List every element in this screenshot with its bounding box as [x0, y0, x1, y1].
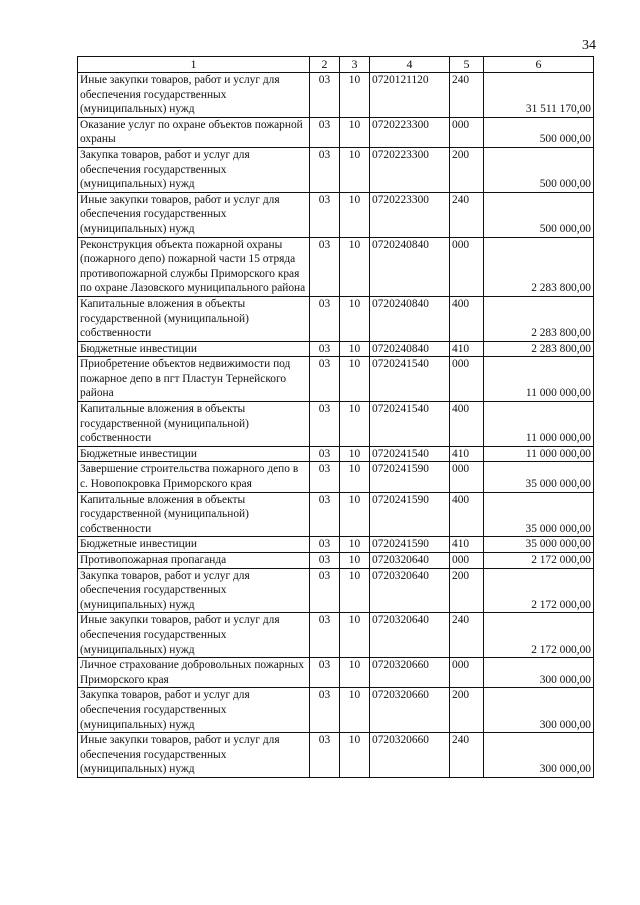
amount-cell: 2 283 800,00: [484, 341, 594, 357]
section-code-cell: 03: [310, 147, 340, 192]
section-code-cell: 03: [310, 613, 340, 658]
subsection-code-cell: 10: [340, 613, 370, 658]
header-cell: 6: [484, 57, 594, 73]
section-code-cell: 03: [310, 296, 340, 341]
subsection-code-cell: 10: [340, 117, 370, 147]
section-code-cell: 03: [310, 553, 340, 569]
target-article-code-cell: 0720240840: [370, 296, 450, 341]
section-code-cell: 03: [310, 537, 340, 553]
section-code-cell: 03: [310, 402, 340, 447]
expense-type-code-cell: 410: [450, 341, 484, 357]
expense-type-code-cell: 000: [450, 237, 484, 296]
section-code-cell: 03: [310, 357, 340, 402]
expense-type-code-cell: 240: [450, 733, 484, 778]
amount-cell: 11 000 000,00: [484, 446, 594, 462]
section-code-cell: 03: [310, 462, 340, 492]
expense-type-code-cell: 000: [450, 462, 484, 492]
header-cell: 5: [450, 57, 484, 73]
target-article-code-cell: 0720241540: [370, 446, 450, 462]
amount-cell: 2 283 800,00: [484, 237, 594, 296]
row-name-cell: Иные закупки товаров, работ и услуг для обеспечения государственных (муниципальных) нужд: [78, 613, 310, 658]
target-article-code-cell: 0720121120: [370, 73, 450, 118]
table-row: [78, 73, 594, 118]
target-article-code-cell: 0720223300: [370, 147, 450, 192]
amount-cell: 2 172 000,00: [484, 568, 594, 613]
table-row: [78, 613, 594, 658]
amount-cell: 35 000 000,00: [484, 462, 594, 492]
table-row: [78, 568, 594, 613]
amount-cell: 2 172 000,00: [484, 553, 594, 569]
table-header-row: [78, 57, 594, 73]
target-article-code-cell: 0720223300: [370, 117, 450, 147]
header-cell: 1: [78, 57, 310, 73]
target-article-code-cell: 0720241590: [370, 462, 450, 492]
expense-type-code-cell: 410: [450, 446, 484, 462]
expense-type-code-cell: 410: [450, 537, 484, 553]
section-code-cell: 03: [310, 237, 340, 296]
target-article-code-cell: 0720241590: [370, 537, 450, 553]
subsection-code-cell: 10: [340, 446, 370, 462]
target-article-code-cell: 0720241540: [370, 357, 450, 402]
target-article-code-cell: 0720241540: [370, 402, 450, 447]
row-name-cell: Закупка товаров, работ и услуг для обеспечения государственных (муниципальных) нужд: [78, 147, 310, 192]
row-name-cell: Бюджетные инвестиции: [78, 537, 310, 553]
page-number: 34: [582, 38, 596, 53]
expense-type-code-cell: 000: [450, 658, 484, 688]
table-row: [78, 462, 594, 492]
row-name-cell: Личное страхование добровольных пожарных Приморского края: [78, 658, 310, 688]
table-row: [78, 446, 594, 462]
subsection-code-cell: 10: [340, 492, 370, 537]
expense-type-code-cell: 000: [450, 117, 484, 147]
section-code-cell: 03: [310, 492, 340, 537]
row-name-cell: Капитальные вложения в объекты государственной (муниципальной) собственности: [78, 296, 310, 341]
subsection-code-cell: 10: [340, 553, 370, 569]
row-name-cell: Закупка товаров, работ и услуг для обеспечения государственных (муниципальных) нужд: [78, 568, 310, 613]
row-name-cell: Бюджетные инвестиции: [78, 446, 310, 462]
expense-type-code-cell: 400: [450, 296, 484, 341]
row-name-cell: Противопожарная пропаганда: [78, 553, 310, 569]
section-code-cell: 03: [310, 192, 340, 237]
amount-cell: 300 000,00: [484, 688, 594, 733]
subsection-code-cell: 10: [340, 462, 370, 492]
expense-type-code-cell: 240: [450, 73, 484, 118]
expense-type-code-cell: 240: [450, 613, 484, 658]
subsection-code-cell: 10: [340, 402, 370, 447]
target-article-code-cell: 0720241590: [370, 492, 450, 537]
target-article-code-cell: 0720320640: [370, 568, 450, 613]
expense-type-code-cell: 240: [450, 192, 484, 237]
amount-cell: 31 511 170,00: [484, 73, 594, 118]
subsection-code-cell: 10: [340, 357, 370, 402]
section-code-cell: 03: [310, 446, 340, 462]
row-name-cell: Бюджетные инвестиции: [78, 341, 310, 357]
target-article-code-cell: 0720320640: [370, 613, 450, 658]
subsection-code-cell: 10: [340, 733, 370, 778]
row-name-cell: Закупка товаров, работ и услуг для обеспечения государственных (муниципальных) нужд: [78, 688, 310, 733]
row-name-cell: Капитальные вложения в объекты государственной (муниципальной) собственности: [78, 402, 310, 447]
expense-type-code-cell: 000: [450, 357, 484, 402]
subsection-code-cell: 10: [340, 537, 370, 553]
expense-type-code-cell: 400: [450, 492, 484, 537]
budget-table: [77, 56, 594, 778]
table-row: [78, 341, 594, 357]
section-code-cell: 03: [310, 117, 340, 147]
section-code-cell: 03: [310, 568, 340, 613]
row-name-cell: Капитальные вложения в объекты государственной (муниципальной) собственности: [78, 492, 310, 537]
subsection-code-cell: 10: [340, 192, 370, 237]
row-name-cell: Иные закупки товаров, работ и услуг для обеспечения государственных (муниципальных) нужд: [78, 192, 310, 237]
subsection-code-cell: 10: [340, 658, 370, 688]
target-article-code-cell: 0720240840: [370, 237, 450, 296]
target-article-code-cell: 0720320660: [370, 733, 450, 778]
amount-cell: 35 000 000,00: [484, 492, 594, 537]
header-cell: 2: [310, 57, 340, 73]
amount-cell: 2 283 800,00: [484, 296, 594, 341]
table-row: [78, 492, 594, 537]
table-row: [78, 658, 594, 688]
header-cell: 3: [340, 57, 370, 73]
expense-type-code-cell: 200: [450, 568, 484, 613]
table-row: [78, 357, 594, 402]
table-row: [78, 733, 594, 778]
subsection-code-cell: 10: [340, 296, 370, 341]
expense-type-code-cell: 000: [450, 553, 484, 569]
amount-cell: 11 000 000,00: [484, 402, 594, 447]
row-name-cell: Иные закупки товаров, работ и услуг для обеспечения государственных (муниципальных) нужд: [78, 733, 310, 778]
table-row: [78, 537, 594, 553]
header-cell: 4: [370, 57, 450, 73]
table-row: [78, 553, 594, 569]
row-name-cell: Иные закупки товаров, работ и услуг для обеспечения государственных (муниципальных) нужд: [78, 73, 310, 118]
subsection-code-cell: 10: [340, 73, 370, 118]
table-row: [78, 688, 594, 733]
amount-cell: 2 172 000,00: [484, 613, 594, 658]
target-article-code-cell: 0720240840: [370, 341, 450, 357]
table-row: [78, 402, 594, 447]
expense-type-code-cell: 200: [450, 147, 484, 192]
row-name-cell: Реконструкция объекта пожарной охраны (пожарного депо) пожарной части 15 отряда противопожарной службы Приморского края по охране Лазовского муниципального района: [78, 237, 310, 296]
table-row: [78, 117, 594, 147]
target-article-code-cell: 0720320660: [370, 688, 450, 733]
subsection-code-cell: 10: [340, 688, 370, 733]
row-name-cell: Приобретение объектов недвижимости под пожарное депо в пгт Пластун Тернейского района: [78, 357, 310, 402]
subsection-code-cell: 10: [340, 568, 370, 613]
amount-cell: 35 000 000,00: [484, 537, 594, 553]
amount-cell: 300 000,00: [484, 733, 594, 778]
table-row: [78, 147, 594, 192]
amount-cell: 11 000 000,00: [484, 357, 594, 402]
amount-cell: 500 000,00: [484, 117, 594, 147]
subsection-code-cell: 10: [340, 147, 370, 192]
section-code-cell: 03: [310, 73, 340, 118]
section-code-cell: 03: [310, 733, 340, 778]
section-code-cell: 03: [310, 658, 340, 688]
section-code-cell: 03: [310, 688, 340, 733]
row-name-cell: Завершение строительства пожарного депо в с. Новопокровка Приморского края: [78, 462, 310, 492]
table-row: [78, 296, 594, 341]
target-article-code-cell: 0720320660: [370, 658, 450, 688]
target-article-code-cell: 0720320640: [370, 553, 450, 569]
amount-cell: 500 000,00: [484, 147, 594, 192]
section-code-cell: 03: [310, 341, 340, 357]
expense-type-code-cell: 200: [450, 688, 484, 733]
amount-cell: 500 000,00: [484, 192, 594, 237]
target-article-code-cell: 0720223300: [370, 192, 450, 237]
subsection-code-cell: 10: [340, 341, 370, 357]
expense-type-code-cell: 400: [450, 402, 484, 447]
amount-cell: 300 000,00: [484, 658, 594, 688]
table-row: [78, 192, 594, 237]
subsection-code-cell: 10: [340, 237, 370, 296]
table-row: [78, 237, 594, 296]
row-name-cell: Оказание услуг по охране объектов пожарной охраны: [78, 117, 310, 147]
